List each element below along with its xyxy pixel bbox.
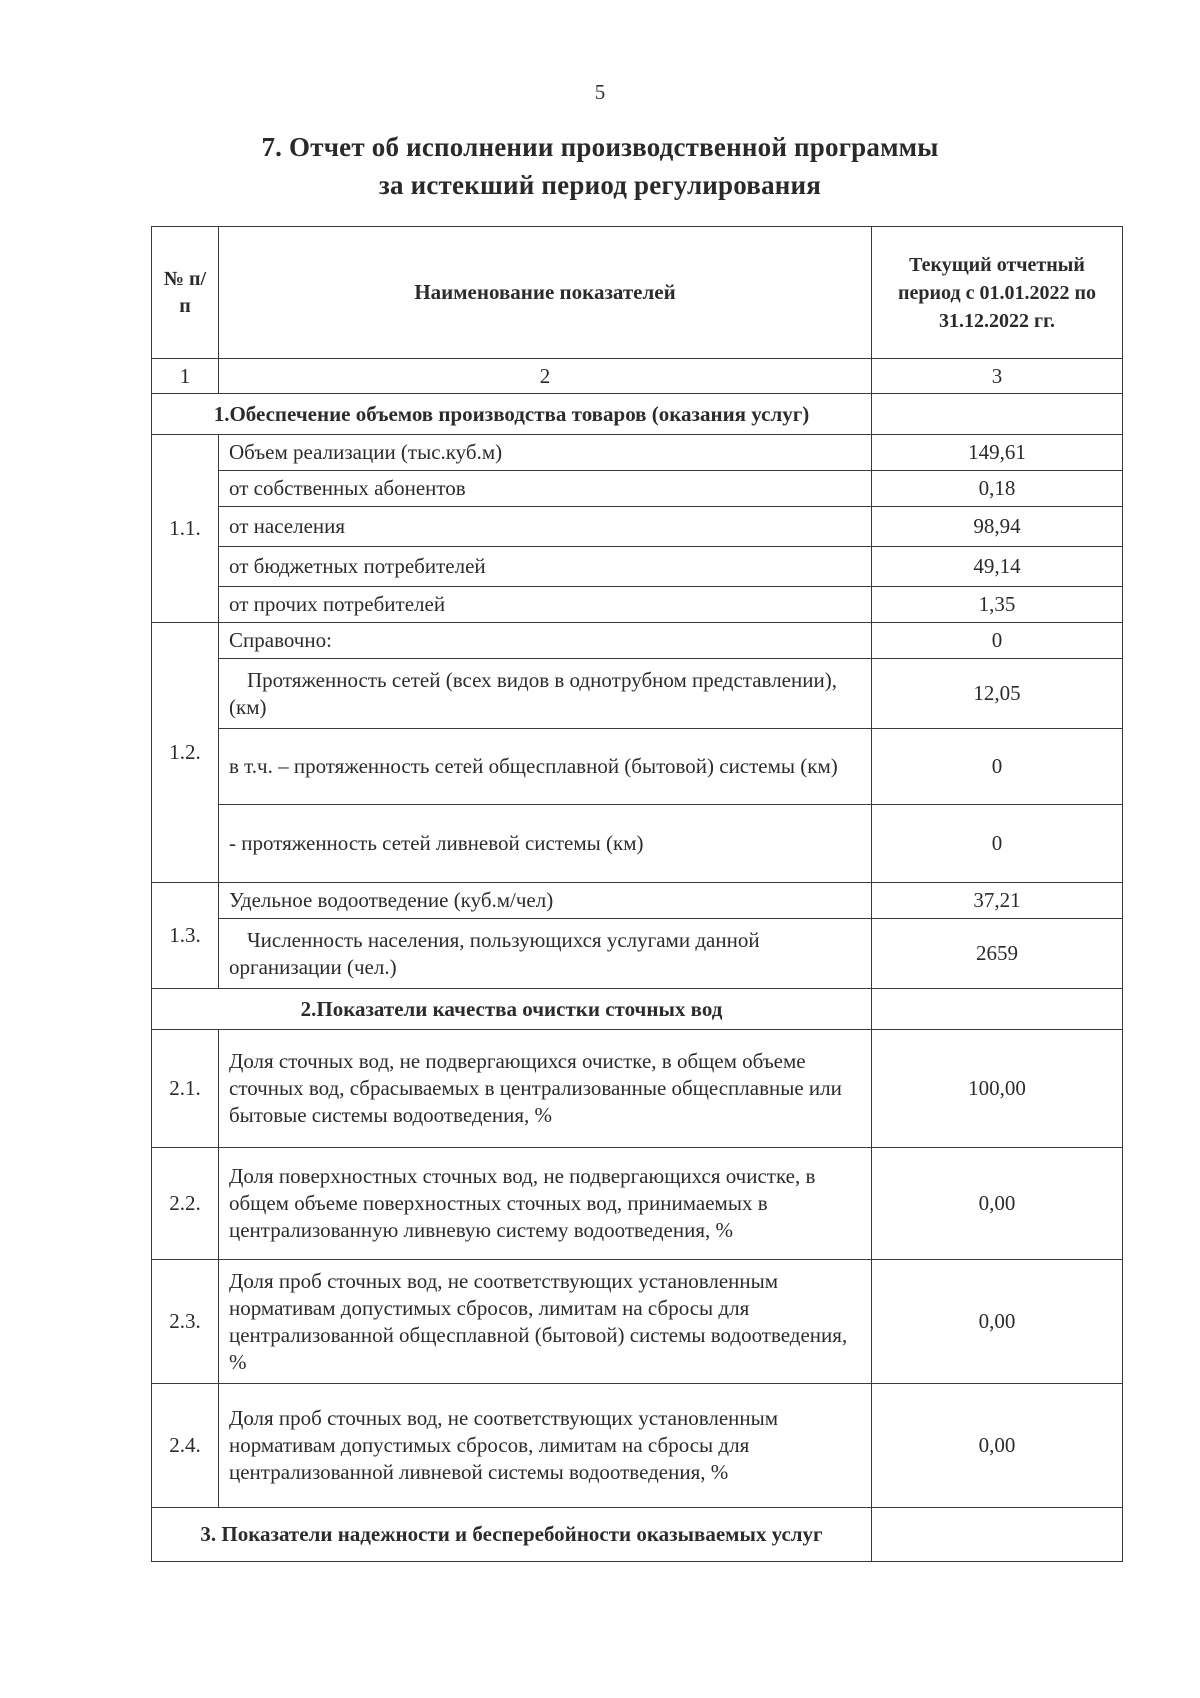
table-row bbox=[152, 507, 1123, 547]
table-row bbox=[152, 1030, 1123, 1148]
column-number-row bbox=[152, 359, 1123, 394]
empty-cell bbox=[872, 989, 1123, 1030]
table-row bbox=[152, 1148, 1123, 1260]
section-title: 2.Показатели качества очистки сточных вод bbox=[152, 989, 872, 1030]
indicator-value: 12,05 bbox=[872, 659, 1123, 729]
page-number: 5 bbox=[594, 80, 606, 104]
section-row bbox=[152, 394, 1123, 435]
row-number: 2.4. bbox=[152, 1384, 219, 1508]
indicator-value: 0,00 bbox=[872, 1148, 1123, 1260]
indicator-name: Численность населения, пользующихся услугами данной организации (чел.) bbox=[219, 919, 872, 989]
table-row bbox=[152, 729, 1123, 805]
document-title bbox=[0, 128, 1200, 204]
table-row bbox=[152, 587, 1123, 623]
indicator-value: 0,00 bbox=[872, 1384, 1123, 1508]
table-row bbox=[152, 805, 1123, 883]
column-number: 3 bbox=[872, 359, 1123, 394]
indicator-name: от бюджетных потребителей bbox=[219, 547, 872, 587]
table-row bbox=[152, 659, 1123, 729]
column-number: 2 bbox=[219, 359, 872, 394]
indicator-name: Доля поверхностных сточных вод, не подвергающихся очистке, в общем объеме поверхностных сточных вод, принимаемых в централизованную ливневую систему водоотведения, % bbox=[219, 1148, 872, 1260]
indicator-name: от прочих потребителей bbox=[219, 587, 872, 623]
indicator-value: 98,94 bbox=[872, 507, 1123, 547]
table-row bbox=[152, 883, 1123, 919]
header-indicator-name: Наименование показателей bbox=[219, 227, 872, 359]
indicator-value: 1,35 bbox=[872, 587, 1123, 623]
indicator-value: 2659 bbox=[872, 919, 1123, 989]
indicator-value: 0,00 bbox=[872, 1260, 1123, 1384]
indicator-value: 0 bbox=[872, 805, 1123, 883]
indicator-name: Доля сточных вод, не подвергающихся очистке, в общем объеме сточных вод, сбрасываемых в централизованные общесплавные или бытовые системы водоотведения, % bbox=[219, 1030, 872, 1148]
indicator-name: от собственных абонентов bbox=[219, 471, 872, 507]
title-line-1: 7. Отчет об исполнении производственной программы bbox=[261, 132, 939, 162]
section-title: 1.Обеспечение объемов производства товаров (оказания услуг) bbox=[152, 394, 872, 435]
indicator-name: Объем реализации (тыс.куб.м) bbox=[219, 435, 872, 471]
title-line-2: за истекший период регулирования bbox=[378, 170, 822, 200]
section-title: 3. Показатели надежности и бесперебойности оказываемых услуг bbox=[152, 1508, 872, 1562]
indicator-name: Доля проб сточных вод, не соответствующих установленным нормативам допустимых сбросов, лимитам на сбросы для централизованной ливневой системы водоотведения, % bbox=[219, 1384, 872, 1508]
indicator-name: - протяженность сетей ливневой системы (км) bbox=[219, 805, 872, 883]
row-number: 1.2. bbox=[152, 623, 219, 883]
indicator-value: 0 bbox=[872, 623, 1123, 659]
table-row bbox=[152, 1260, 1123, 1384]
indicator-value: 49,14 bbox=[872, 547, 1123, 587]
empty-cell bbox=[872, 394, 1123, 435]
table-header-row bbox=[152, 227, 1123, 359]
table-row bbox=[152, 919, 1123, 989]
row-number: 2.2. bbox=[152, 1148, 219, 1260]
table-row bbox=[152, 435, 1123, 471]
report-table bbox=[151, 226, 1123, 1562]
indicator-name: Доля проб сточных вод, не соответствующих установленным нормативам допустимых сбросов, лимитам на сбросы для централизованной общесплавной (бытовой) системы водоотведения, % bbox=[219, 1260, 872, 1384]
table-row bbox=[152, 623, 1123, 659]
indicator-name: в т.ч. – протяженность сетей общесплавной (бытовой) системы (км) bbox=[219, 729, 872, 805]
row-number: 2.1. bbox=[152, 1030, 219, 1148]
table-row bbox=[152, 1384, 1123, 1508]
indicator-name: Справочно: bbox=[219, 623, 872, 659]
table-row bbox=[152, 547, 1123, 587]
header-period: Текущий отчетный период с 01.01.2022 по 31.12.2022 гг. bbox=[872, 227, 1123, 359]
indicator-name: Удельное водоотведение (куб.м/чел) bbox=[219, 883, 872, 919]
row-number: 1.3. bbox=[152, 883, 219, 989]
row-number: 1.1. bbox=[152, 435, 219, 623]
section-row bbox=[152, 989, 1123, 1030]
row-number: 2.3. bbox=[152, 1260, 219, 1384]
table-row bbox=[152, 471, 1123, 507]
indicator-value: 0,18 bbox=[872, 471, 1123, 507]
indicator-value: 0 bbox=[872, 729, 1123, 805]
empty-cell bbox=[872, 1508, 1123, 1562]
indicator-value: 37,21 bbox=[872, 883, 1123, 919]
column-number: 1 bbox=[152, 359, 219, 394]
indicator-value: 149,61 bbox=[872, 435, 1123, 471]
header-number: № п/п bbox=[152, 227, 219, 359]
indicator-name: от населения bbox=[219, 507, 872, 547]
indicator-value: 100,00 bbox=[872, 1030, 1123, 1148]
section-row bbox=[152, 1508, 1123, 1562]
indicator-name: Протяженность сетей (всех видов в однотрубном представлении), (км) bbox=[219, 659, 872, 729]
